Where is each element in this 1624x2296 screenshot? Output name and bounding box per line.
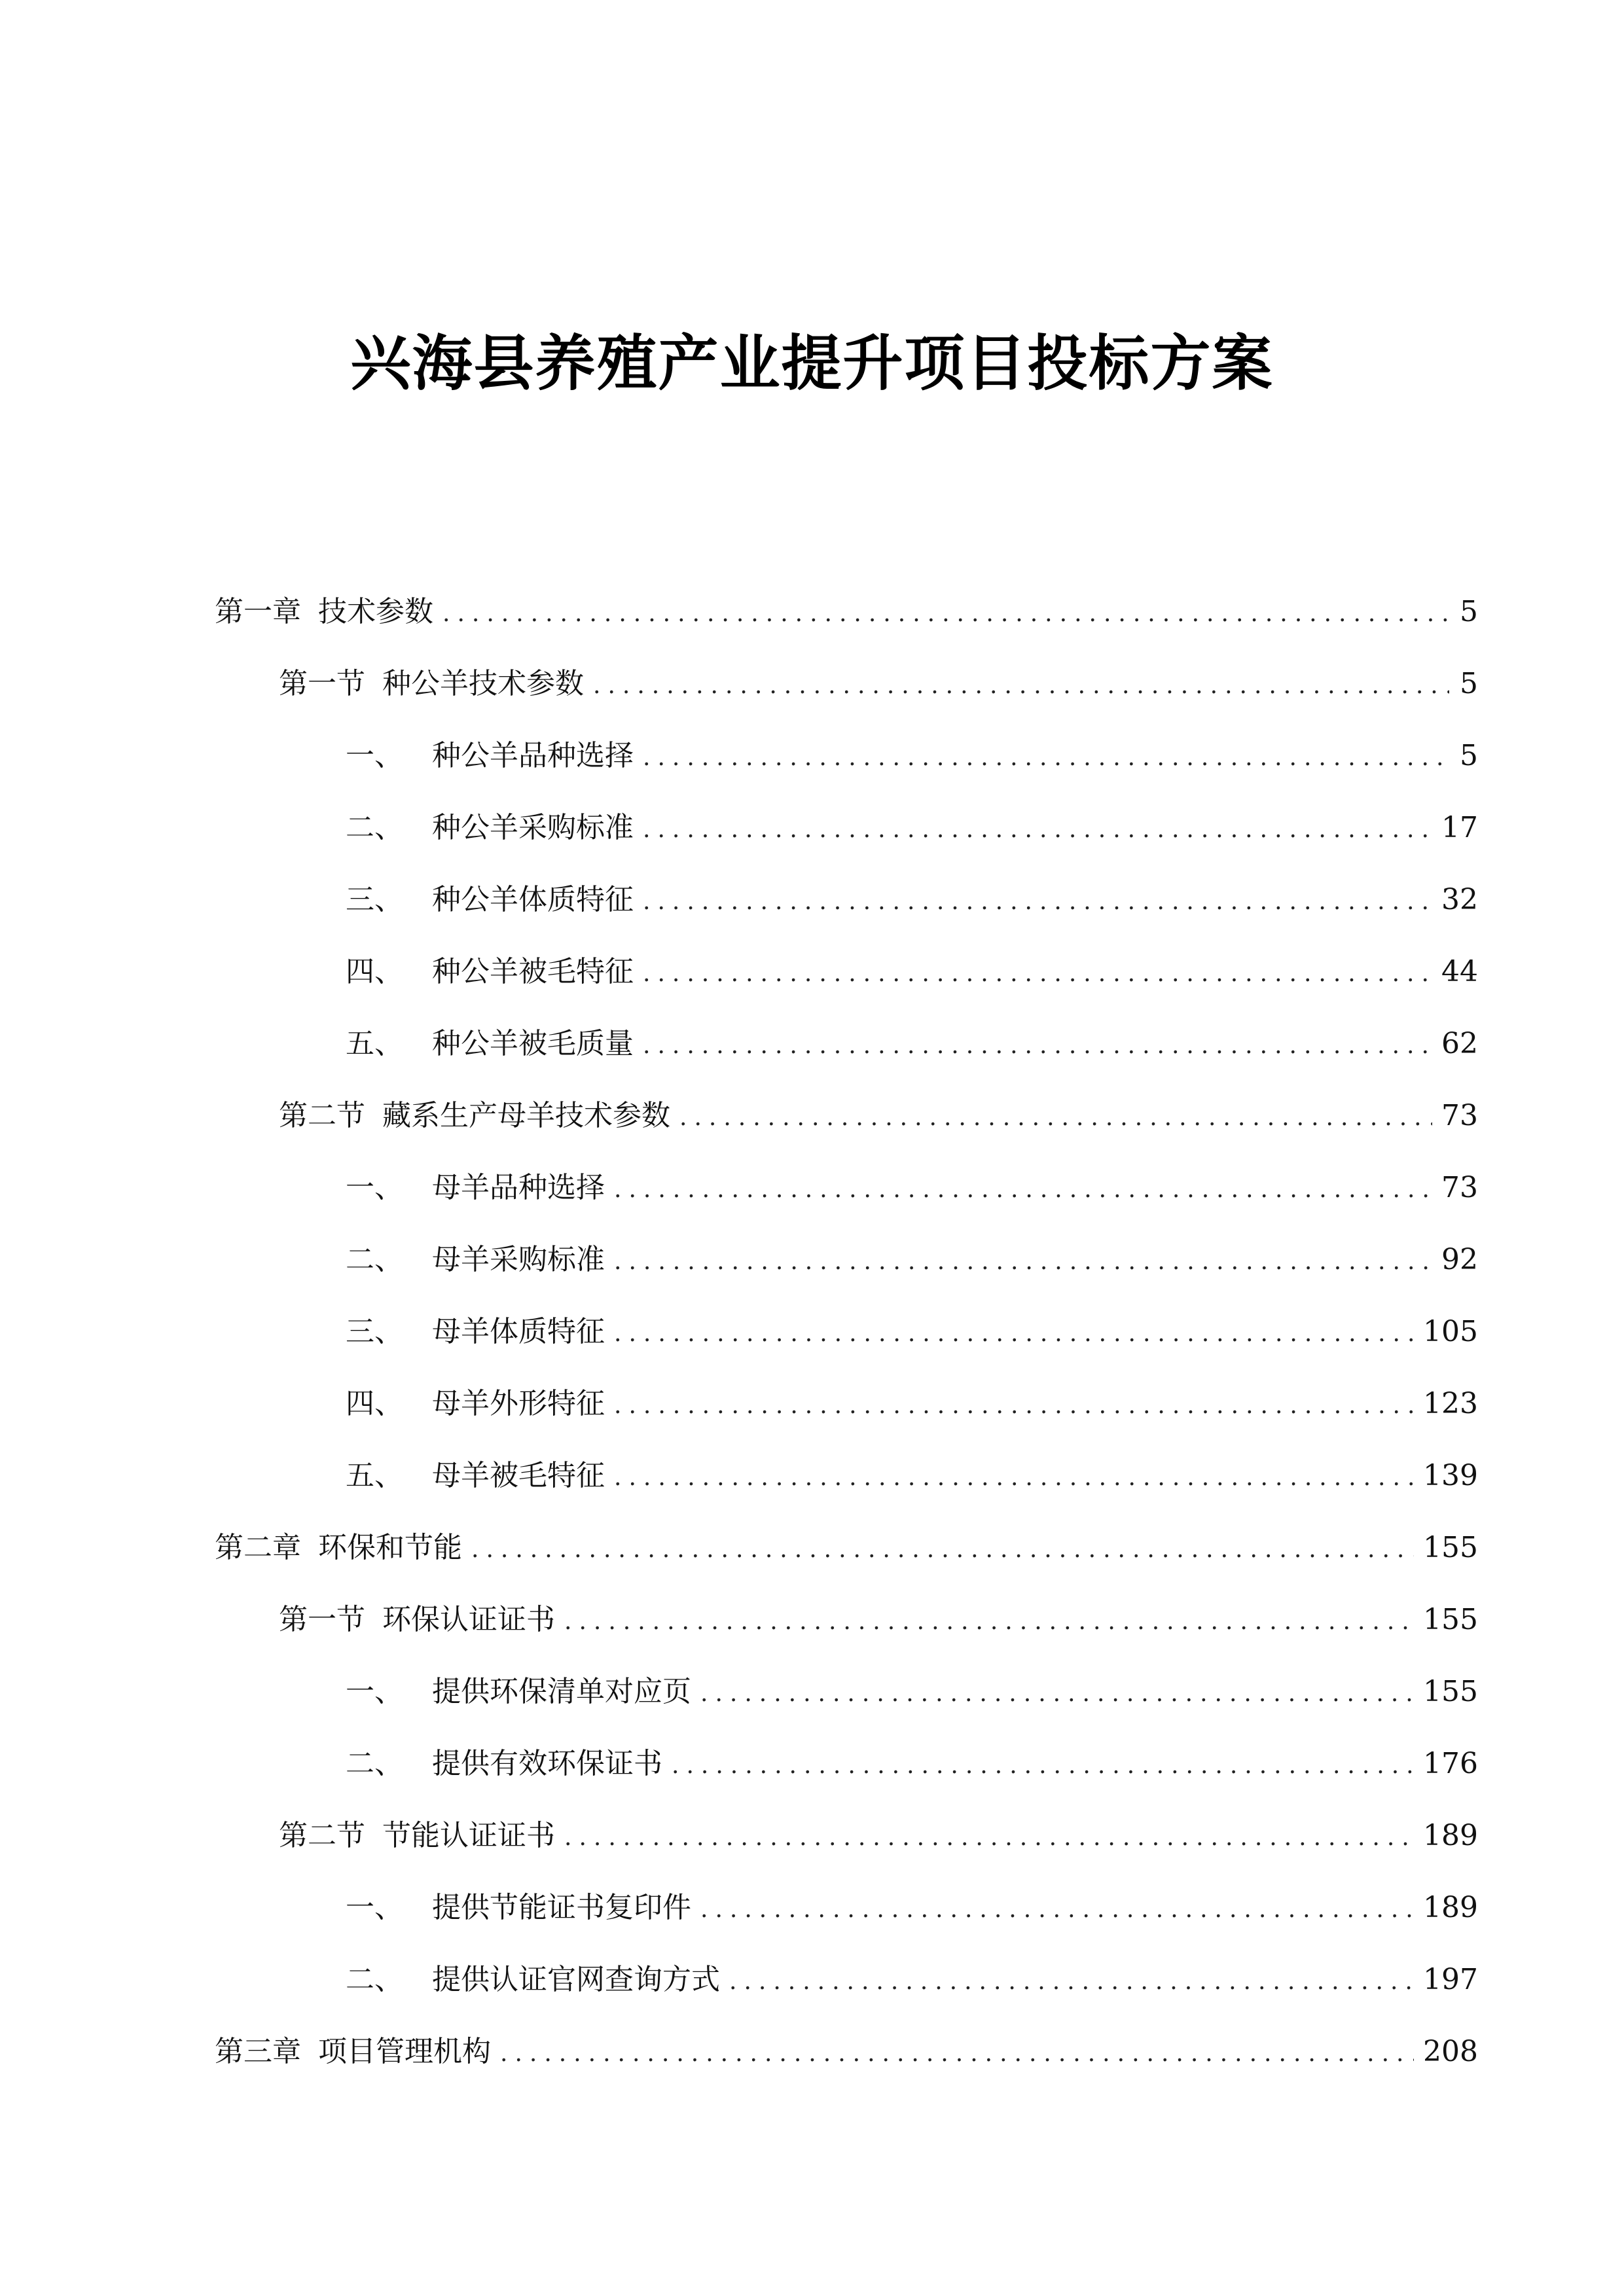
toc-entry-item[interactable] (215, 1872, 1478, 1944)
toc-entry-item[interactable] (215, 1944, 1478, 2016)
toc-entry-number: 第二节 (279, 1819, 365, 1852)
toc-entry-number: 三、 (346, 1315, 403, 1348)
toc-dot-leader (564, 1802, 1414, 1874)
toc-entry-item[interactable] (215, 1296, 1478, 1368)
toc-entry-section[interactable] (215, 1800, 1478, 1872)
toc-entry-title: 节能认证证书 (382, 1819, 555, 1852)
toc-entry-title: 种公羊采购标准 (432, 811, 634, 844)
toc-entry-number: 五、 (346, 1459, 403, 1492)
toc-entry-page: 5 (1460, 739, 1478, 772)
toc-entry-item[interactable] (215, 1152, 1478, 1224)
toc-entry-number: 第二章 (215, 1531, 301, 1564)
toc-dot-leader (614, 1298, 1414, 1370)
toc-dot-leader (614, 1226, 1432, 1298)
toc-entry-page: 123 (1423, 1387, 1478, 1420)
toc-entry-page: 155 (1423, 1675, 1478, 1708)
toc-entry-page: 208 (1423, 2035, 1478, 2068)
table-of-contents (215, 576, 1478, 2088)
toc-entry-number: 五、 (346, 1027, 403, 1060)
toc-entry-item[interactable] (215, 792, 1478, 864)
toc-entry-number: 二、 (346, 1963, 403, 1996)
toc-dot-leader (643, 866, 1432, 938)
toc-entry-title: 母羊品种选择 (432, 1171, 605, 1204)
toc-dot-leader (614, 1442, 1414, 1514)
toc-entry-item[interactable] (215, 1008, 1478, 1080)
toc-entry-item[interactable] (215, 1656, 1478, 1728)
toc-entry-title: 项目管理机构 (318, 2035, 491, 2068)
toc-entry-number: 一、 (346, 1675, 403, 1708)
toc-dot-leader (564, 1586, 1414, 1658)
toc-entry-page: 73 (1441, 1171, 1478, 1204)
toc-dot-leader (700, 1658, 1414, 1730)
toc-entry-section[interactable] (215, 1080, 1478, 1152)
toc-entry-number: 二、 (346, 1243, 403, 1276)
toc-entry-title: 种公羊被毛质量 (432, 1027, 634, 1060)
toc-entry-page: 17 (1441, 811, 1478, 844)
toc-entry-title: 母羊体质特征 (432, 1315, 605, 1348)
toc-entry-number: 二、 (346, 811, 403, 844)
toc-entry-page: 155 (1423, 1531, 1478, 1564)
toc-entry-item[interactable] (215, 936, 1478, 1008)
toc-entry-title: 技术参数 (318, 595, 433, 628)
toc-entry-item[interactable] (215, 1440, 1478, 1512)
toc-entry-page: 189 (1423, 1891, 1478, 1924)
toc-entry-page: 92 (1441, 1243, 1478, 1276)
toc-entry-page: 139 (1423, 1459, 1478, 1492)
toc-entry-page: 62 (1441, 1027, 1478, 1060)
toc-entry-page: 5 (1460, 667, 1478, 700)
toc-entry-item[interactable] (215, 720, 1478, 792)
toc-entry-number: 四、 (346, 955, 403, 988)
toc-dot-leader (593, 650, 1449, 722)
toc-dot-leader (643, 722, 1449, 794)
toc-entry-item[interactable] (215, 864, 1478, 936)
toc-entry-title: 提供节能证书复印件 (432, 1891, 691, 1924)
toc-entry-number: 第一节 (279, 667, 365, 700)
toc-entry-number: 一、 (346, 1171, 403, 1204)
toc-entry-title: 母羊被毛特征 (432, 1459, 605, 1492)
toc-entry-number: 一、 (346, 1891, 403, 1924)
toc-dot-leader (442, 578, 1449, 650)
toc-dot-leader (500, 2018, 1414, 2090)
toc-entry-title: 提供环保清单对应页 (432, 1675, 691, 1708)
toc-entry-section[interactable] (215, 648, 1478, 720)
toc-dot-leader (700, 1874, 1414, 1946)
toc-entry-page: 73 (1441, 1099, 1478, 1132)
toc-dot-leader (471, 1514, 1414, 1586)
toc-entry-chapter[interactable] (215, 2016, 1478, 2088)
toc-entry-page: 176 (1423, 1747, 1478, 1780)
toc-entry-chapter[interactable] (215, 576, 1478, 648)
toc-entry-title: 种公羊技术参数 (382, 667, 584, 700)
toc-entry-page: 189 (1423, 1819, 1478, 1852)
toc-entry-item[interactable] (215, 1368, 1478, 1440)
toc-entry-title: 提供认证官网查询方式 (432, 1963, 720, 1996)
toc-entry-number: 第一节 (279, 1603, 365, 1636)
toc-dot-leader (614, 1370, 1414, 1442)
toc-dot-leader (614, 1154, 1432, 1226)
toc-entry-title: 母羊采购标准 (432, 1243, 605, 1276)
toc-entry-item[interactable] (215, 1728, 1478, 1800)
toc-entry-page: 155 (1423, 1603, 1478, 1636)
toc-entry-number: 第三章 (215, 2035, 301, 2068)
toc-entry-number: 二、 (346, 1747, 403, 1780)
toc-entry-title: 环保认证证书 (382, 1603, 555, 1636)
toc-dot-leader (643, 938, 1432, 1010)
toc-entry-title: 母羊外形特征 (432, 1387, 605, 1420)
toc-entry-title: 藏系生产母羊技术参数 (382, 1099, 670, 1132)
toc-entry-chapter[interactable] (215, 1512, 1478, 1584)
toc-entry-section[interactable] (215, 1584, 1478, 1656)
toc-dot-leader (672, 1730, 1414, 1802)
toc-entry-title: 种公羊被毛特征 (432, 955, 634, 988)
toc-dot-leader (679, 1082, 1432, 1154)
toc-entry-page: 197 (1423, 1963, 1478, 1996)
toc-entry-title: 种公羊品种选择 (432, 739, 634, 772)
toc-entry-page: 44 (1441, 955, 1478, 988)
toc-dot-leader (643, 794, 1432, 866)
toc-entry-number: 一、 (346, 739, 403, 772)
toc-entry-title: 种公羊体质特征 (432, 883, 634, 916)
toc-entry-page: 5 (1460, 595, 1478, 628)
toc-entry-number: 第二节 (279, 1099, 365, 1132)
toc-entry-item[interactable] (215, 1224, 1478, 1296)
toc-entry-number: 第一章 (215, 595, 301, 628)
toc-entry-page: 32 (1441, 883, 1478, 916)
toc-dot-leader (729, 1946, 1414, 2018)
toc-entry-number: 四、 (346, 1387, 403, 1420)
toc-entry-title: 环保和节能 (318, 1531, 462, 1564)
toc-dot-leader (643, 1010, 1432, 1082)
document-title: 兴海县养殖产业提升项目投标方案 (350, 328, 1274, 399)
toc-entry-number: 三、 (346, 883, 403, 916)
toc-entry-title: 提供有效环保证书 (432, 1747, 662, 1780)
toc-entry-page: 105 (1423, 1315, 1478, 1348)
